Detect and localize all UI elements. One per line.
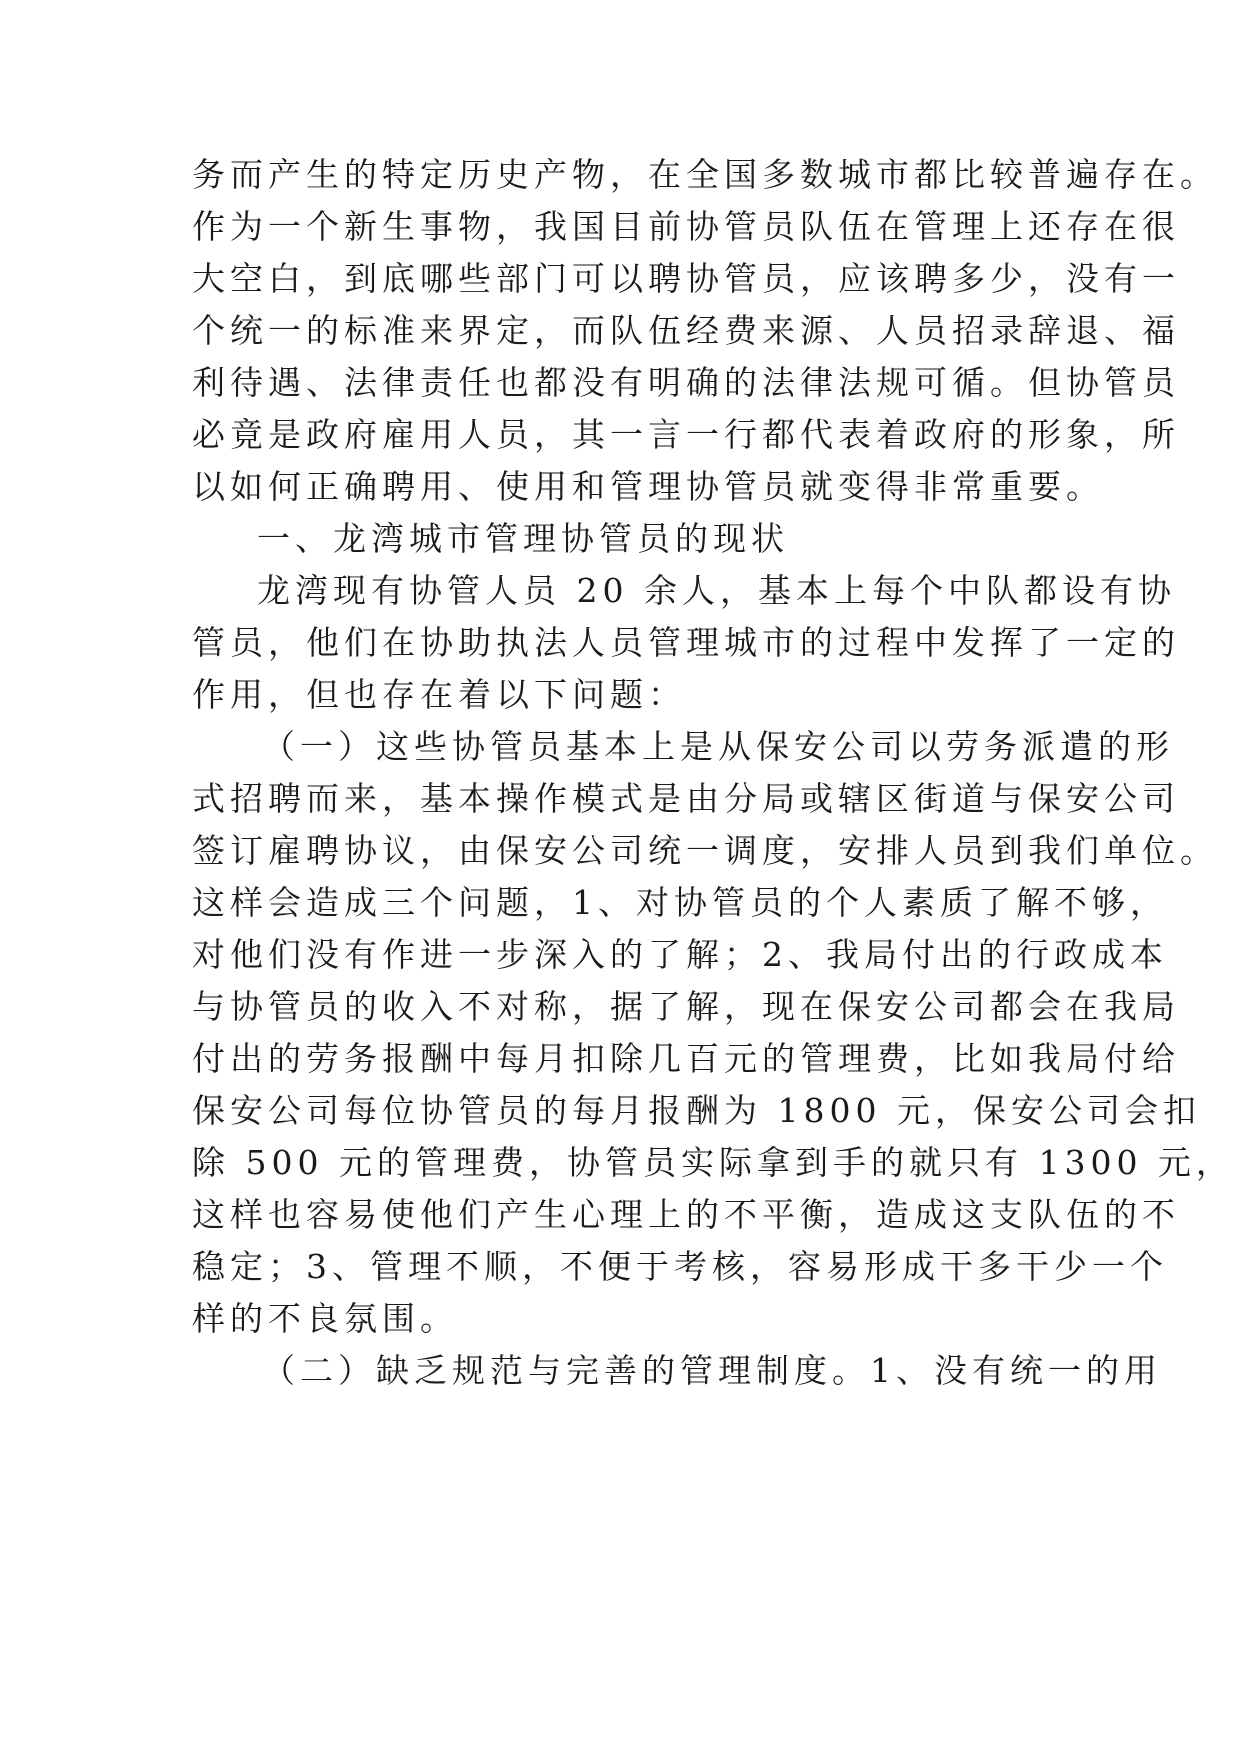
text-line-6: 必竟是政府雇用人员，其一言一行都代表着政府的形象，所 [192, 415, 1180, 454]
text-line-9: 龙湾现有协管人员 20 余人，基本上每个中队都设有协 [257, 571, 1176, 610]
text-line-2: 作为一个新生事物，我国目前协管员队伍在管理上还存在很 [192, 207, 1180, 246]
text-line-18: 付出的劳务报酬中每月扣除几百元的管理费，比如我局付给 [192, 1039, 1180, 1078]
text-line-21: 这样也容易使他们产生心理上的不平衡，造成这支队伍的不 [192, 1195, 1180, 1234]
text-line-7: 以如何正确聘用、使用和管理协管员就变得非常重要。 [192, 467, 1104, 506]
text-line-4: 个统一的标准来界定，而队伍经费来源、人员招录辞退、福 [192, 311, 1180, 350]
section-heading: 一、龙湾城市管理协管员的现状 [257, 519, 789, 558]
text-line-13: 式招聘而来，基本操作模式是由分局或辖区街道与保安公司 [192, 779, 1180, 818]
text-line-15: 这样会造成三个问题，1、对协管员的个人素质了解不够， [192, 883, 1168, 922]
text-line-10: 管员，他们在协助执法人员管理城市的过程中发挥了一定的 [192, 623, 1180, 662]
text-line-16: 对他们没有作进一步深入的了解；2、我局付出的行政成本 [192, 935, 1168, 974]
text-line-24: （二）缺乏规范与完善的管理制度。1、没有统一的用 [262, 1351, 1162, 1390]
text-line-5: 利待遇、法律责任也都没有明确的法律法规可循。但协管员 [192, 363, 1180, 402]
text-line-23: 样的不良氛围。 [192, 1299, 458, 1338]
text-line-3: 大空白，到底哪些部门可以聘协管员，应该聘多少，没有一 [192, 259, 1180, 298]
text-line-22: 稳定；3、管理不顺，不便于考核，容易形成干多干少一个 [192, 1247, 1168, 1286]
text-line-14: 签订雇聘协议，由保安公司统一调度，安排人员到我们单位。 [192, 831, 1218, 870]
text-line-12: （一）这些协管员基本上是从保安公司以劳务派遣的形 [262, 727, 1174, 766]
text-line-17: 与协管员的收入不对称，据了解，现在保安公司都会在我局 [192, 987, 1180, 1026]
text-line-1: 务而产生的特定历史产物，在全国多数城市都比较普遍存在。 [192, 155, 1218, 194]
text-line-11: 作用，但也存在着以下问题： [192, 675, 686, 714]
text-line-19: 保安公司每位协管员的每月报酬为 1800 元，保安公司会扣 [192, 1091, 1201, 1130]
text-line-20: 除 500 元的管理费，协管员实际拿到手的就只有 1300 元， [192, 1143, 1234, 1182]
